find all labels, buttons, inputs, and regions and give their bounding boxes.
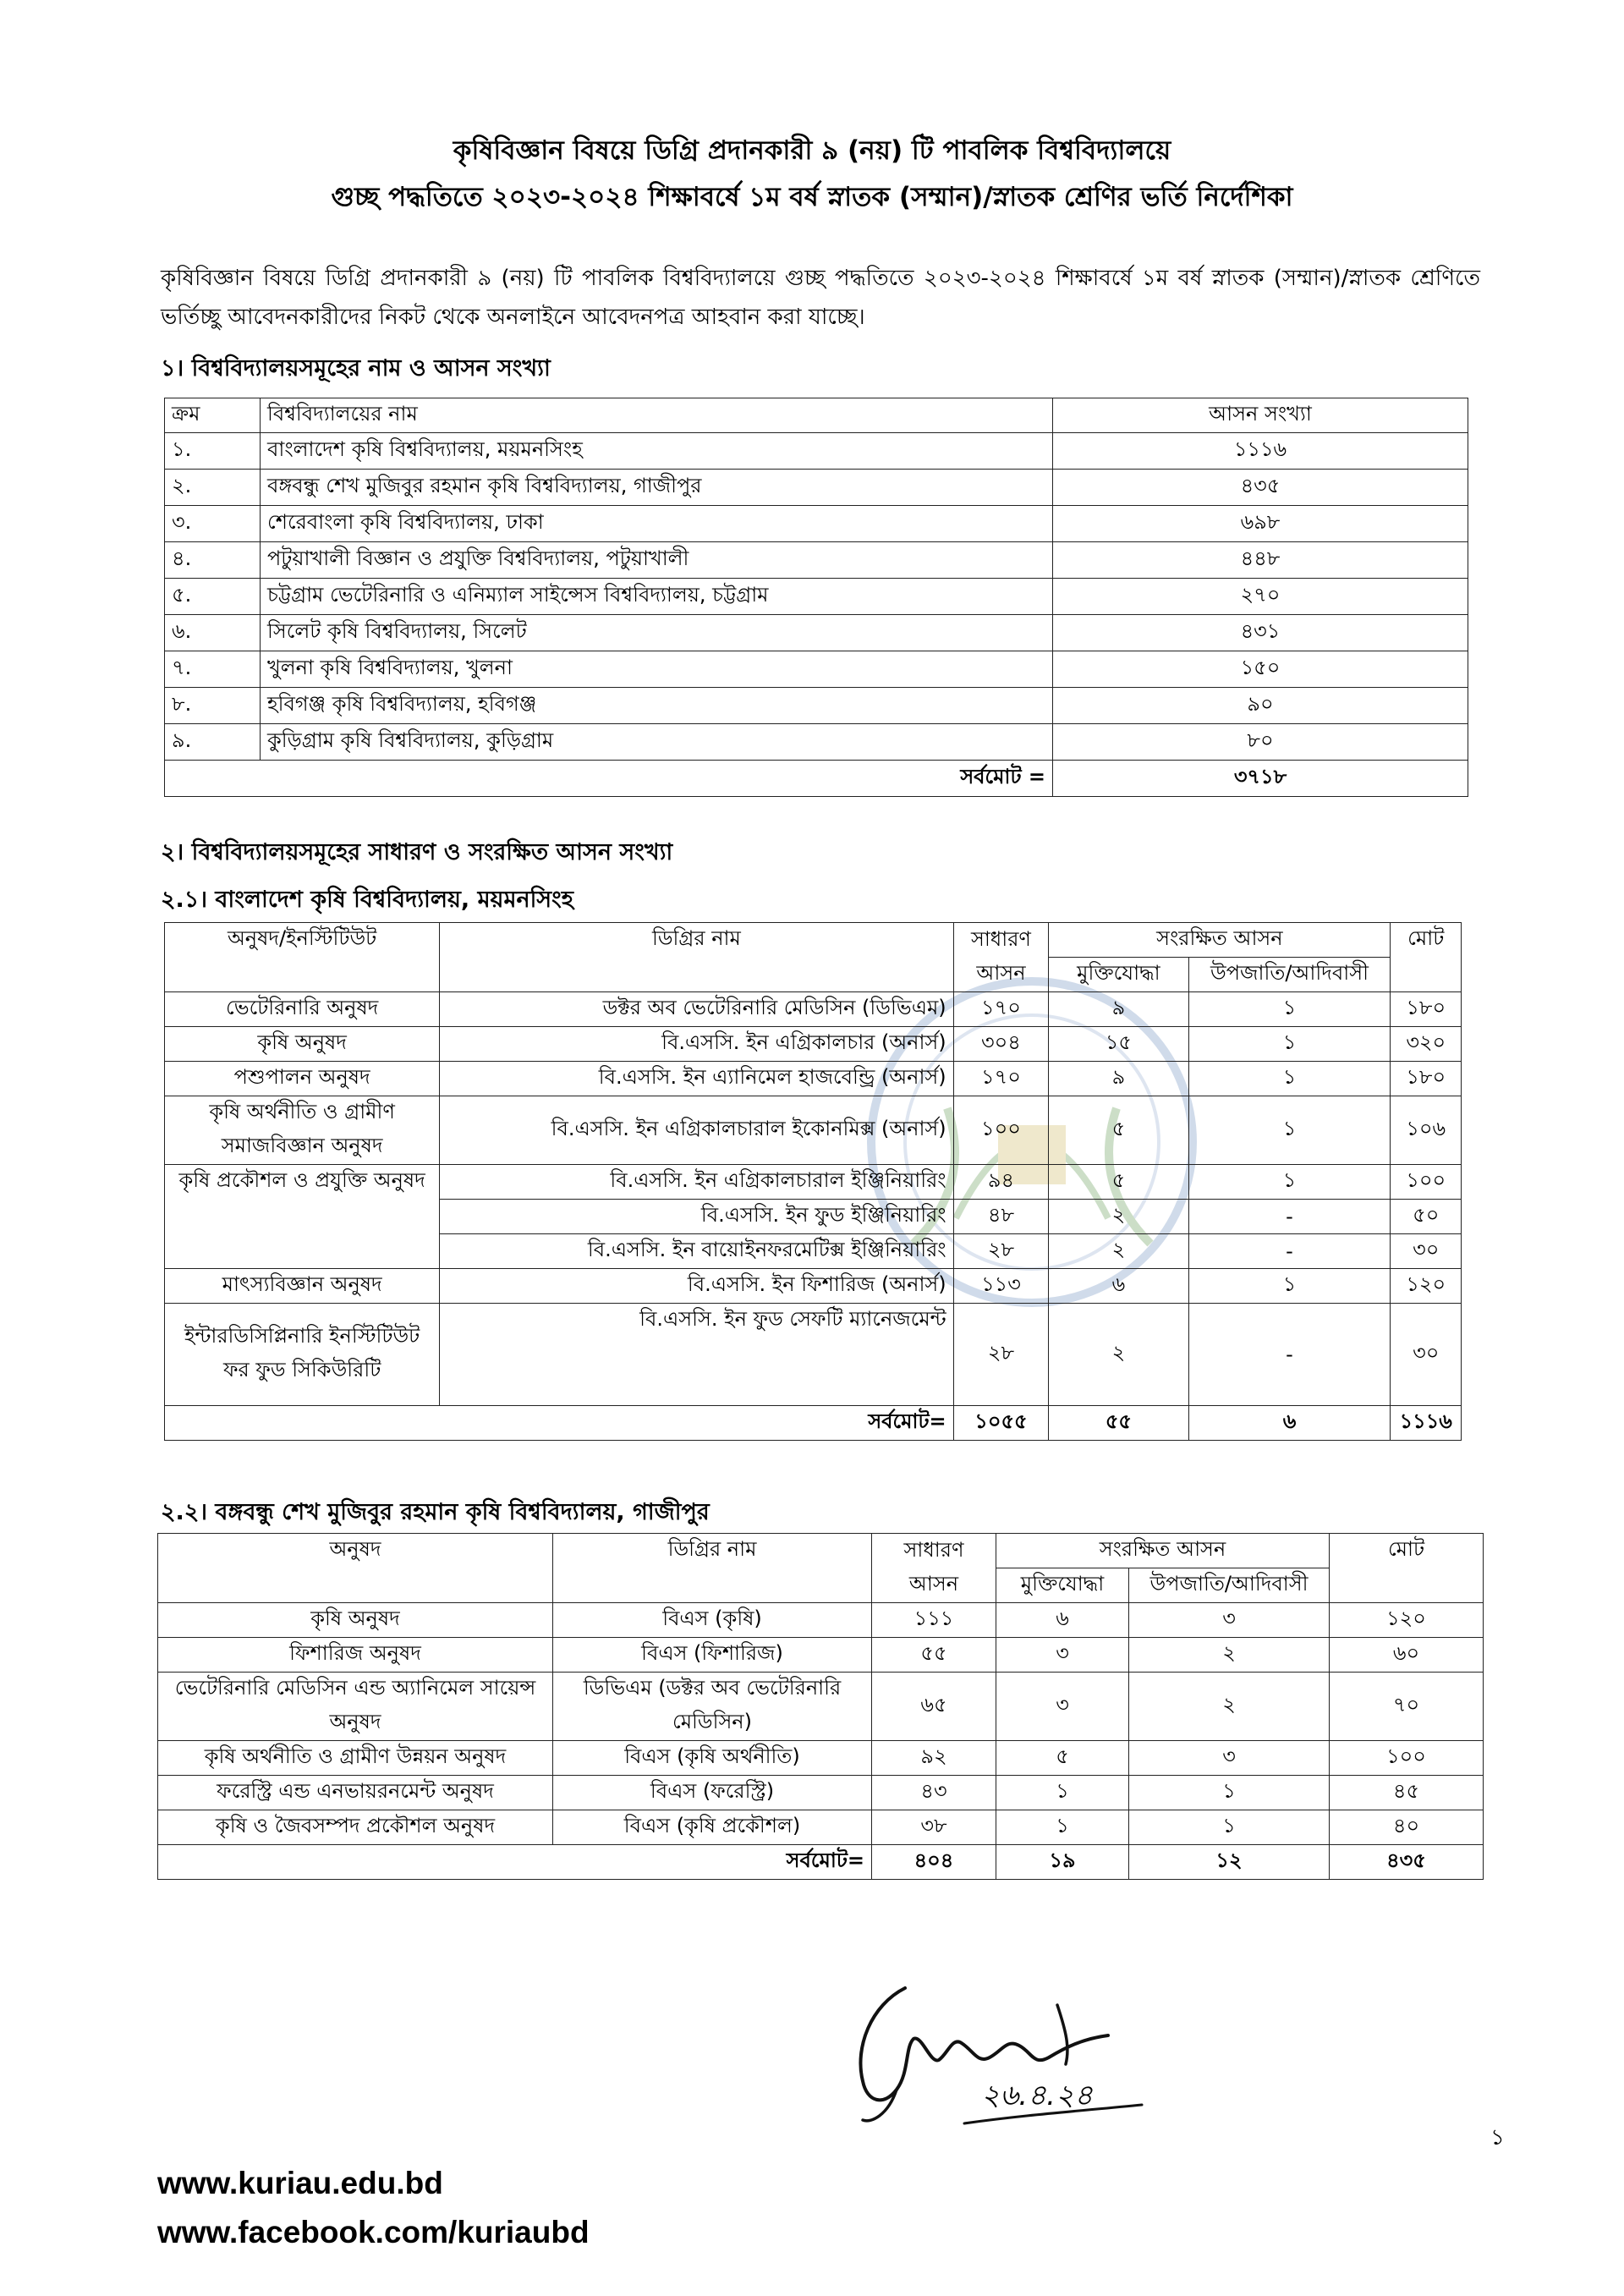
total-cell: ৭০ [1330, 1673, 1484, 1741]
tribal-cell: ১ [1188, 1096, 1391, 1165]
university-name-cell: বাংলাদেশ কৃষি বিশ্ববিদ্যালয়, ময়মনসিংহ [261, 433, 1053, 470]
table-row [165, 1096, 1462, 1165]
degree-cell: বি.এসসি. ইন এগ্রিকালচারাল ইঞ্জিনিয়ারিং [440, 1165, 953, 1200]
degree-cell: বি.এসসি. ইন ফিশারিজ (অনার্স) [440, 1269, 953, 1304]
serial-cell: ১. [165, 433, 261, 470]
freedom-fighter-cell: ৫ [996, 1741, 1129, 1776]
seats-cell: ৪৩১ [1053, 615, 1468, 651]
col-total-header: মোট [1391, 923, 1462, 992]
total-tribal-cell: ৬ [1188, 1406, 1391, 1441]
general-seats-cell: ১৭০ [953, 992, 1049, 1027]
seats-cell: ১৫০ [1053, 651, 1468, 688]
degree-cell: বি.এসসি. ইন বায়োইনফরমেটিক্স ইঞ্জিনিয়ারিং [440, 1234, 953, 1269]
table-header-row [158, 1534, 1484, 1568]
total-general-cell: ৪০৪ [872, 1845, 996, 1880]
degree-cell: বিএস (কৃষি প্রকৌশল) [553, 1810, 872, 1845]
document-title-line1: কৃষিবিজ্ঞান বিষয়ে ডিগ্রি প্রদানকারী ৯ (নয়) টি পাবলিক বিশ্ববিদ্যালয়ে [453, 135, 1171, 166]
table-row [165, 724, 1468, 761]
faculty-cell: ইন্টারডিসিপ্লিনারি ইনস্টিটিউট ফর ফুড সিকিউরিটি [165, 1304, 440, 1406]
total-cell: ১০৬ [1391, 1096, 1462, 1165]
general-seats-cell: ৯৪ [953, 1165, 1049, 1200]
signature-date: ২৬.৪.২৪ [981, 2079, 1094, 2112]
general-seats-cell: ৩০৪ [953, 1027, 1049, 1062]
table-row [158, 1776, 1484, 1810]
table-row [165, 542, 1468, 579]
total-cell: ১২০ [1330, 1603, 1484, 1638]
total-cell: ৪০ [1330, 1810, 1484, 1845]
total-cell: ৬০ [1330, 1638, 1484, 1673]
col-degree-header: ডিগ্রির নাম [553, 1534, 872, 1603]
degree-cell: ডক্টর অব ভেটেরিনারি মেডিসিন (ডিভিএম) [440, 992, 953, 1027]
total-cell: ১০০ [1391, 1165, 1462, 1200]
general-seats-cell: ৪৮ [953, 1200, 1049, 1234]
faculty-cell: কৃষি অনুষদ [165, 1027, 440, 1062]
serial-cell: ২. [165, 470, 261, 506]
degree-cell: বি.এসসি. ইন এ্যানিমেল হাজবেন্ড্রি (অনার্স) [440, 1062, 953, 1096]
degree-cell: বি.এসসি. ইন এগ্রিকালচার (অনার্স) [440, 1027, 953, 1062]
freedom-fighter-cell: ১৫ [1049, 1027, 1188, 1062]
faculty-cell: ভেটেরিনারি মেডিসিন এন্ড অ্যানিমেল সায়েন্স অনুষদ [158, 1673, 553, 1741]
seats-cell: ১১১৬ [1053, 433, 1468, 470]
faculty-cell: কৃষি প্রকৌশল ও প্রযুক্তি অনুষদ [165, 1165, 440, 1269]
total-label: সর্বমোট= [158, 1845, 872, 1880]
total-general-cell: ১০৫৫ [953, 1406, 1049, 1441]
table-row [165, 1269, 1462, 1304]
degree-cell: ডিভিএম (ডক্টর অব ভেটেরিনারি মেডিসিন) [553, 1673, 872, 1741]
table-row [158, 1810, 1484, 1845]
tribal-cell: ১ [1129, 1776, 1330, 1810]
degree-cell: বি.এসসি. ইন ফুড ইঞ্জিনিয়ারিং [440, 1200, 953, 1234]
col-freedom-fighter-header: মুক্তিযোদ্ধা [996, 1568, 1129, 1603]
faculty-cell: কৃষি ও জৈবসম্পদ প্রকৌশল অনুষদ [158, 1810, 553, 1845]
table-row [158, 1741, 1484, 1776]
col-total-header: মোট [1330, 1534, 1484, 1603]
section1-heading: ১। বিশ্ববিদ্যালয়সমূহের নাম ও আসন সংখ্যা [161, 355, 551, 382]
table-row [165, 651, 1468, 688]
table-row [158, 1638, 1484, 1673]
total-row [158, 1845, 1484, 1880]
table-row [165, 1304, 1462, 1406]
table-row [165, 579, 1468, 615]
freedom-fighter-cell: ১ [996, 1810, 1129, 1845]
faculty-cell: ফিশারিজ অনুষদ [158, 1638, 553, 1673]
freedom-fighter-cell: ২ [1049, 1304, 1188, 1406]
university-name-cell: কুড়িগ্রাম কৃষি বিশ্ববিদ্যালয়, কুড়িগ্রাম [261, 724, 1053, 761]
faculty-cell: ফরেস্ট্রি এন্ড এনভায়রনমেন্ট অনুষদ [158, 1776, 553, 1810]
table-row [165, 615, 1468, 651]
total-seats-value: ৩৭১৮ [1053, 761, 1468, 797]
table-row [165, 433, 1468, 470]
tribal-cell: - [1188, 1200, 1391, 1234]
total-freedom-fighter-cell: ৫৫ [1049, 1406, 1188, 1441]
general-seats-cell: ৯২ [872, 1741, 996, 1776]
col-reserved-seats-header: সংরক্ষিত আসন [1049, 923, 1391, 958]
university-name-cell: সিলেট কৃষি বিশ্ববিদ্যালয়, সিলেট [261, 615, 1053, 651]
tribal-cell: ৩ [1129, 1741, 1330, 1776]
faculty-cell: মাৎস্যবিজ্ঞান অনুষদ [165, 1269, 440, 1304]
degree-cell: বি.এসসি. ইন এগ্রিকালচারাল ইকোনমিক্স (অনার্স) [440, 1096, 953, 1165]
serial-cell: ৭. [165, 651, 261, 688]
table-row [158, 1603, 1484, 1638]
total-cell: ৩০ [1391, 1304, 1462, 1406]
freedom-fighter-cell: ৯ [1049, 992, 1188, 1027]
general-seats-cell: ১০০ [953, 1096, 1049, 1165]
general-seats-cell: ১১১ [872, 1603, 996, 1638]
intro-paragraph: কৃষিবিজ্ঞান বিষয়ে ডিগ্রি প্রদানকারী ৯ (নয়) টি পাবলিক বিশ্ববিদ্যালয়ে গুচ্ছ পদ্ধতিতে ২০২৩-২০২৪ শিক্ষাবর্ষে ১ম বর্ষ স্নাতক (সম্মান)/স্নাতক শ্রেণিতে ভর্তিচ্ছু আবেদনকারীদের নিকট থেকে অনলাইনে আবেদনপত্র আহবান করা যাচ্ছে। [161, 266, 1480, 330]
seats-cell: ৯০ [1053, 688, 1468, 724]
total-cell: ৩২০ [1391, 1027, 1462, 1062]
table-row [165, 1062, 1462, 1096]
general-seats-cell: ২৮ [953, 1234, 1049, 1269]
freedom-fighter-cell: ৩ [996, 1673, 1129, 1741]
table-header-row [165, 398, 1468, 433]
col-tribal-header: উপজাতি/আদিবাসী [1188, 958, 1391, 992]
tribal-cell: - [1188, 1304, 1391, 1406]
seats-cell: ২৭০ [1053, 579, 1468, 615]
table-row [158, 1673, 1484, 1741]
page-number: ১ [1490, 2125, 1505, 2150]
degree-cell: বি.এসসি. ইন ফুড সেফটি ম্যানেজমেন্ট [440, 1304, 953, 1406]
tribal-cell: ১ [1188, 1165, 1391, 1200]
university-name-cell: শেরেবাংলা কৃষি বিশ্ববিদ্যালয়, ঢাকা [261, 506, 1053, 542]
col-serial-header: ক্রম [165, 398, 261, 433]
serial-cell: ৮. [165, 688, 261, 724]
faculty-cell: কৃষি অর্থনীতি ও গ্রামীণ উন্নয়ন অনুষদ [158, 1741, 553, 1776]
table-header-row [165, 923, 1462, 958]
freedom-fighter-cell: ৬ [1049, 1269, 1188, 1304]
total-cell: ৩০ [1391, 1234, 1462, 1269]
total-cell: ১০০ [1330, 1741, 1484, 1776]
seats-cell: ৮০ [1053, 724, 1468, 761]
freedom-fighter-cell: ৯ [1049, 1062, 1188, 1096]
tribal-cell: ১ [1188, 1062, 1391, 1096]
col-seats-header: আসন সংখ্যা [1053, 398, 1468, 433]
serial-cell: ৩. [165, 506, 261, 542]
freedom-fighter-cell: ৬ [996, 1603, 1129, 1638]
total-cell: ৫০ [1391, 1200, 1462, 1234]
university-name-cell: চট্টগ্রাম ভেটেরিনারি ও এনিম্যাল সাইন্সেস বিশ্ববিদ্যালয়, চট্টগ্রাম [261, 579, 1053, 615]
total-row [165, 761, 1468, 797]
tribal-cell: ৩ [1129, 1603, 1330, 1638]
tribal-cell: - [1188, 1234, 1391, 1269]
total-cell: ১৮০ [1391, 1062, 1462, 1096]
col-general-seats-header: সাধারণ আসন [872, 1534, 996, 1603]
col-faculty-header: অনুষদ/ইনস্টিটিউট [165, 923, 440, 992]
seats-cell: ৬৯৮ [1053, 506, 1468, 542]
general-seats-cell: ৬৫ [872, 1673, 996, 1741]
table-row [165, 470, 1468, 506]
general-seats-cell: ১১৩ [953, 1269, 1049, 1304]
serial-cell: ৫. [165, 579, 261, 615]
degree-cell: বিএস (ফিশারিজ) [553, 1638, 872, 1673]
col-reserved-seats-header: সংরক্ষিত আসন [996, 1534, 1330, 1568]
table-row [165, 506, 1468, 542]
grand-total-cell: ১১১৬ [1391, 1406, 1462, 1441]
general-seats-cell: ২৮ [953, 1304, 1049, 1406]
grand-total-cell: ৪৩৫ [1330, 1845, 1484, 1880]
freedom-fighter-cell: ১ [996, 1776, 1129, 1810]
tribal-cell: ১ [1188, 1269, 1391, 1304]
total-label: সর্বমোট = [165, 761, 1053, 797]
handwritten-signature [812, 1954, 1150, 2149]
university-name-cell: হবিগঞ্জ কৃষি বিশ্ববিদ্যালয়, হবিগঞ্জ [261, 688, 1053, 724]
tribal-cell: ১ [1188, 1027, 1391, 1062]
faculty-cell: ভেটেরিনারি অনুষদ [165, 992, 440, 1027]
total-cell: ১৮০ [1391, 992, 1462, 1027]
general-seats-cell: ৩৮ [872, 1810, 996, 1845]
bsmrau-seats-table [157, 1533, 1484, 1880]
col-faculty-header: অনুষদ [158, 1534, 553, 1603]
university-seats-table [164, 398, 1468, 797]
total-label: সর্বমোট= [165, 1406, 954, 1441]
document-title-line2: গুচ্ছ পদ্ধতিতে ২০২৩-২০২৪ শিক্ষাবর্ষে ১ম বর্ষ স্নাতক (সম্মান)/স্নাতক শ্রেণির ভর্তি নির্দেশিকা [331, 182, 1293, 212]
section2-2-heading: ২.২। বঙ্গবন্ধু শেখ মুজিবুর রহমান কৃষি বিশ্ববিদ্যালয়, গাজীপুর [161, 1499, 710, 1525]
freedom-fighter-cell: ৫ [1049, 1096, 1188, 1165]
section2-1-heading: ২.১। বাংলাদেশ কৃষি বিশ্ববিদ্যালয়, ময়মনসিংহ [161, 887, 573, 913]
total-tribal-cell: ১২ [1129, 1845, 1330, 1880]
general-seats-cell: ৪৩ [872, 1776, 996, 1810]
total-row [165, 1406, 1462, 1441]
table-row [165, 1027, 1462, 1062]
total-cell: ৪৫ [1330, 1776, 1484, 1810]
total-freedom-fighter-cell: ১৯ [996, 1845, 1129, 1880]
freedom-fighter-cell: ২ [1049, 1234, 1188, 1269]
website-link[interactable]: www.kuriau.edu.bd [157, 2166, 443, 2200]
university-name-cell: পটুয়াখালী বিজ্ঞান ও প্রযুক্তি বিশ্ববিদ্যালয়, পটুয়াখালী [261, 542, 1053, 579]
tribal-cell: ১ [1129, 1810, 1330, 1845]
total-cell: ১২০ [1391, 1269, 1462, 1304]
facebook-link[interactable]: www.facebook.com/kuriaubd [157, 2215, 590, 2249]
serial-cell: ৯. [165, 724, 261, 761]
freedom-fighter-cell: ৫ [1049, 1165, 1188, 1200]
serial-cell: ৪. [165, 542, 261, 579]
table-row [165, 992, 1462, 1027]
degree-cell: বিএস (কৃষি অর্থনীতি) [553, 1741, 872, 1776]
tribal-cell: ১ [1188, 992, 1391, 1027]
faculty-cell: কৃষি অনুষদ [158, 1603, 553, 1638]
university-name-cell: খুলনা কৃষি বিশ্ববিদ্যালয়, খুলনা [261, 651, 1053, 688]
table-row [165, 1165, 1462, 1200]
freedom-fighter-cell: ৩ [996, 1638, 1129, 1673]
table-row [165, 688, 1468, 724]
tribal-cell: ২ [1129, 1638, 1330, 1673]
col-freedom-fighter-header: মুক্তিযোদ্ধা [1049, 958, 1188, 992]
general-seats-cell: ৫৫ [872, 1638, 996, 1673]
col-tribal-header: উপজাতি/আদিবাসী [1129, 1568, 1330, 1603]
degree-cell: বিএস (কৃষি) [553, 1603, 872, 1638]
university-name-cell: বঙ্গবন্ধু শেখ মুজিবুর রহমান কৃষি বিশ্ববিদ্যালয়, গাজীপুর [261, 470, 1053, 506]
faculty-cell: পশুপালন অনুষদ [165, 1062, 440, 1096]
freedom-fighter-cell: ২ [1049, 1200, 1188, 1234]
col-university-name-header: বিশ্ববিদ্যালয়ের নাম [261, 398, 1053, 433]
section2-heading: ২। বিশ্ববিদ্যালয়সমূহের সাধারণ ও সংরক্ষিত আসন সংখ্যা [161, 839, 673, 865]
seats-cell: ৪৪৮ [1053, 542, 1468, 579]
degree-cell: বিএস (ফরেস্ট্রি) [553, 1776, 872, 1810]
general-seats-cell: ১৭০ [953, 1062, 1049, 1096]
serial-cell: ৬. [165, 615, 261, 651]
tribal-cell: ২ [1129, 1673, 1330, 1741]
faculty-cell: কৃষি অর্থনীতি ও গ্রামীণ সমাজবিজ্ঞান অনুষদ [165, 1096, 440, 1165]
col-general-seats-header: সাধারণ আসন [953, 923, 1049, 992]
bau-seats-table [164, 922, 1462, 1441]
col-degree-header: ডিগ্রির নাম [440, 923, 953, 992]
seats-cell: ৪৩৫ [1053, 470, 1468, 506]
